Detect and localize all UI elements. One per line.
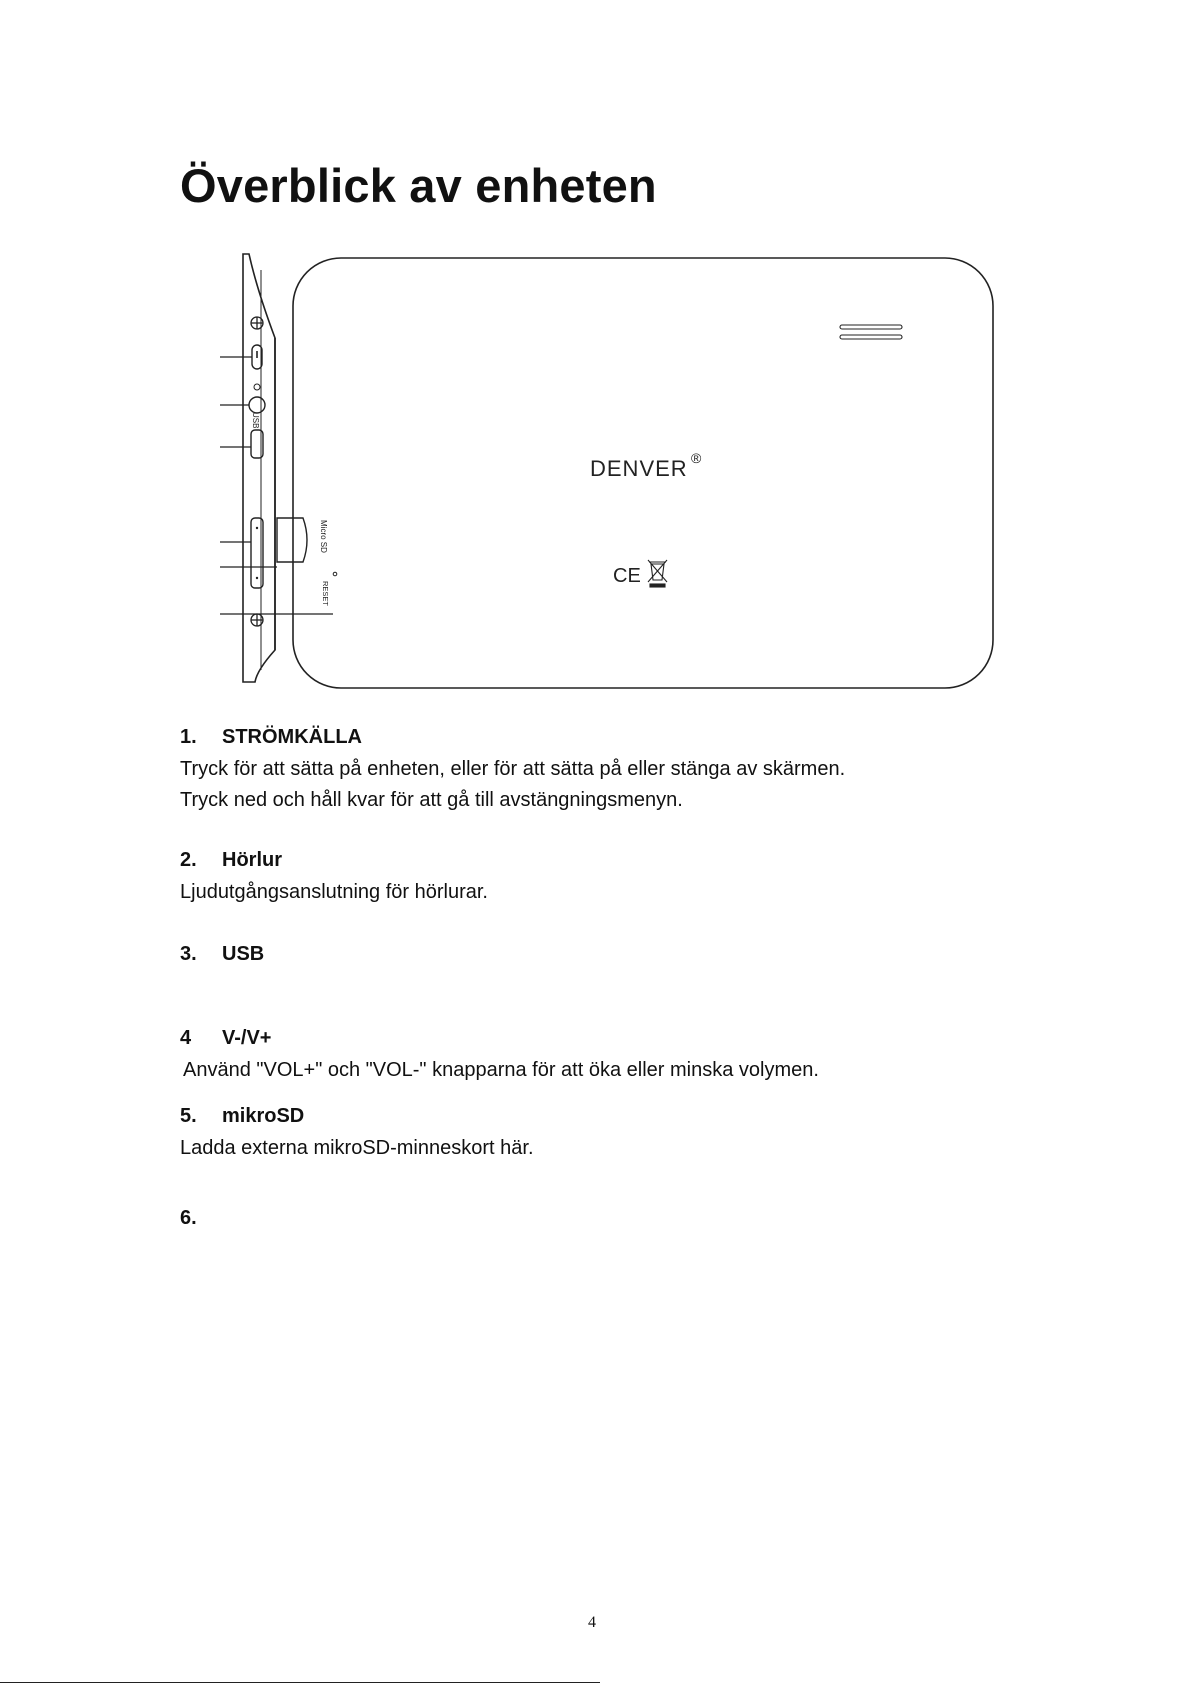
section-heading: USB [222,943,265,965]
section-microsd [180,1105,1080,1160]
speaker-grille-icon [840,325,902,339]
section-number: 2. [180,849,197,871]
device-side-view [243,254,275,682]
usb-port-label: USB [251,412,260,429]
section-text: Tryck ned och håll kvar för att gå till avstängningsmenyn. [180,789,683,811]
section-heading: V-/V+ [222,1027,272,1049]
brand-logo: DENVER [590,456,688,481]
section-number: 1. [180,726,197,748]
section-number: 4 [180,1027,192,1049]
callout-lines [220,357,333,614]
micro-sd-label: Micro SD [319,520,328,553]
micro-sd-slot-icon [277,518,307,562]
section-reset [180,1207,1080,1230]
reset-hole-icon [333,572,337,576]
section-heading: Hörlur [222,849,282,871]
section-heading: STRÖMKÄLLA [222,726,362,748]
section-number: 5. [180,1105,197,1127]
section-text: Använd "VOL+" och "VOL-" knapparna för att öka eller minska volymen. [183,1059,819,1081]
section-power [180,726,1080,812]
ce-mark-icon: CE [613,565,641,587]
section-volume [180,1027,1080,1082]
section-headphone [180,849,1080,904]
screw-icon [251,317,263,329]
section-text: Ljudutgångsanslutning för hörlurar. [180,881,488,903]
device-diagram [215,250,1015,690]
bottom-rule [0,1682,600,1683]
page-title: Överblick av enheten [180,159,657,212]
section-number: 3. [180,943,197,965]
weee-bin-icon [648,560,667,587]
section-text: Tryck för att sätta på enheten, eller för att sätta på eller stänga av skärmen. [180,758,846,780]
page-number: 4 [588,1614,596,1631]
headphone-jack-icon [249,397,265,413]
section-number: 6. [180,1207,197,1229]
section-usb [180,943,1080,966]
screw-icon [251,614,263,626]
registered-mark: ® [691,450,702,466]
reset-label: RESET [321,581,330,607]
section-heading: mikroSD [222,1105,305,1127]
section-text: Ladda externa mikroSD-minneskort här. [180,1137,534,1159]
